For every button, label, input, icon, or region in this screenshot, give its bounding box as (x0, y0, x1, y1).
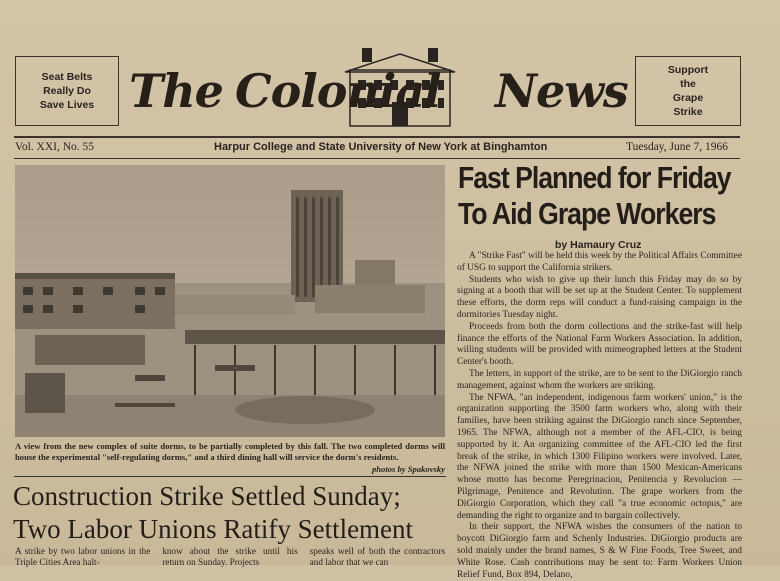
photo-caption (15, 441, 445, 475)
construction-photo (15, 165, 445, 437)
strike-headline (13, 480, 453, 546)
article-column: speaks well of both the contractors and labor that we can (309, 546, 445, 567)
section-rule (14, 476, 446, 477)
article-paragraph: The NFWA, "an independent, indigenous farm workers' union," is the organization supporting the 3500 farm workers who, along with their families, have been striking against the DiGiorgio ranch since September, 1965. The NFWA, although not a member of the AFL-CIO, is being supported by it. An organizing committee of the AFL-CIO led the first break of the strike, in which 1300 Filipino workers were involved. Later, the NFWA joined the strike with more than 1500 Mexican-Americans whose motto has become Peregrinacion, Penitencia y Revolucion — Pilgrimage, Penitence and Revolution. The grape workers from the DiGiorgio Corporation, which they call "a true economic octopus," are demanding the right to organize and to bargain collectively. (457, 392, 742, 521)
right-ear-box (635, 56, 741, 126)
strike-headline-line: Two Labor Unions Ratify Settlement (13, 514, 414, 544)
grape-headline (458, 160, 731, 232)
strike-headline-line: Construction Strike Settled Sunday; (13, 481, 401, 511)
top-rule (14, 136, 740, 138)
grape-headline-line: To Aid Grape Workers (458, 196, 716, 231)
article-paragraph: The letters, in support of the strike, are to be sent to the DiGiorgio ranch management, against whom the workers are striking. (457, 368, 742, 391)
college-name: Harpur College and State University of New York at Binghamton (214, 141, 548, 153)
masthead (125, 46, 628, 136)
grape-article-body (457, 251, 742, 581)
article-paragraph: In their support, the NFWA wishes the consumers of the nation to boycott DiGiorgio farm and Schenly Industries. DiGiorgio products are sold mainly under the brand names, S & W Fine Foods, Tree Sweet, and White Rose. Cash contributions may be sent to: Farm Workers Union Relief Fund, Box 894, Delano, (457, 522, 742, 580)
right-ear-line: Strike (673, 106, 703, 118)
masthead-the: The (129, 64, 223, 118)
masthead-colonial: Colonial (235, 64, 441, 118)
info-rule (14, 158, 740, 159)
left-ear-line: Seat Belts (41, 71, 93, 83)
article-paragraph: A "Strike Fast" will be held this week by the Political Affairs Committee of USG to support the California strikers. (457, 251, 742, 273)
article-column: A strike by two labor unions in the Triple Cities Area halt- (15, 546, 151, 567)
left-ear-line: Save Lives (39, 99, 95, 111)
article-paragraph: Proceeds from both the dorm collections and the strike-fast will help finance the efforts of the National Farm Workers Association. In addition, willing students will be provided with mimeographed letters at the Student Center's booth. (457, 321, 742, 368)
masthead-news: News (495, 64, 628, 118)
photo-credit: photos by Spakovsky (371, 463, 445, 474)
grape-headline-line: Fast Planned for Friday (458, 160, 731, 195)
volume-number: Vol. XXI, No. 55 (15, 141, 95, 153)
issue-date: Tuesday, June 7, 1966 (626, 141, 729, 153)
left-ear-line: Really Do (43, 85, 91, 97)
left-ear-box (15, 56, 119, 126)
article-paragraph: Students who wish to give up their lunch this Friday may do so by signing at a booth that will be set up at the Student Center. To supplement these efforts, the dorm reps will conduct a fund-raising campaign in the dormitories Tuesday night. (457, 274, 742, 320)
construction-photo-image (15, 165, 445, 437)
right-ear-line: Grape (672, 92, 704, 104)
right-ear-line: Support (667, 64, 709, 76)
photo-caption-text: A view from the new complex of suite dorms, to be partially completed by this fall. The two completed dorms will house the experimental "self-regulating dorms," and a third dining hall will service the dorm's residents. (15, 441, 445, 463)
article-column: know about the strike until his return on Sunday. Projects (162, 546, 298, 567)
right-ear-line: the (680, 78, 696, 90)
byline: by Hamaury Cruz (555, 239, 642, 251)
